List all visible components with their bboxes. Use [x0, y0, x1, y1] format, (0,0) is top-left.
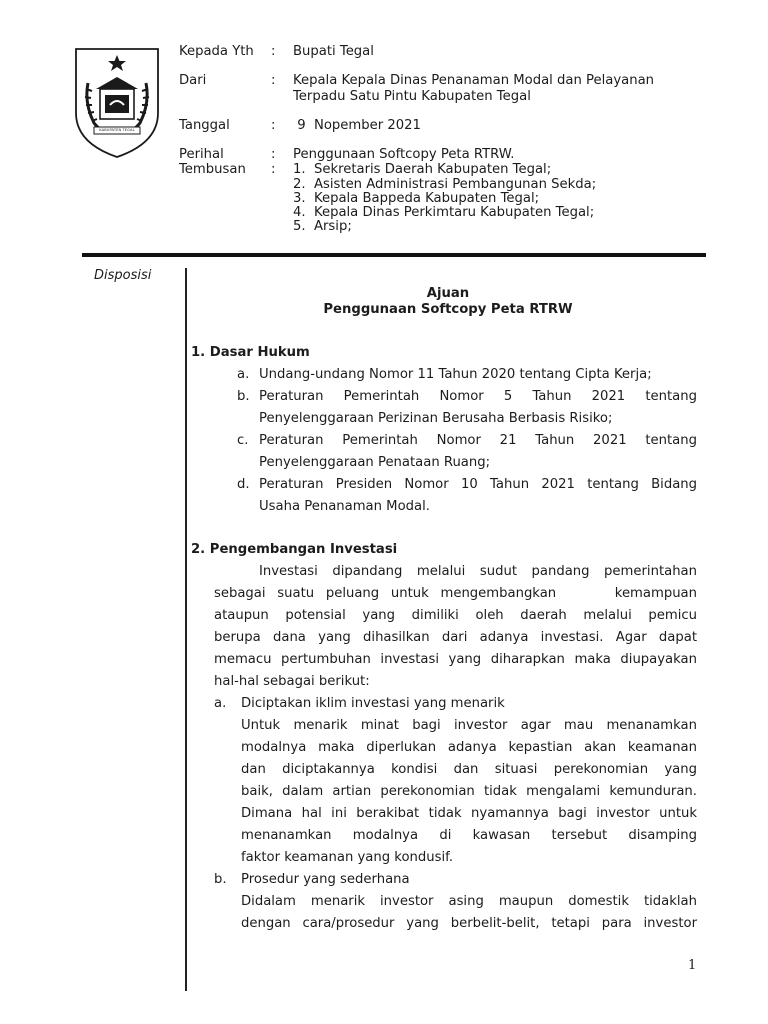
paragraph-line: dengan cara/prosedur yang berbelit-belit, tetapi para investor — [241, 916, 697, 931]
cc-item: 4. Kepala Dinas Perkimtaru Kabupaten Tegal; — [293, 205, 595, 220]
date-value: 9 Nopember 2021 — [293, 118, 421, 133]
paragraph-line: Investasi dipandang melalui sudut pandang pemerintahan — [259, 564, 697, 579]
date-colon: : — [271, 118, 276, 133]
regency-emblem-logo — [70, 43, 164, 161]
paragraph-line: dan diciptakannya kondisi dan situasi perekonomian yang — [241, 762, 697, 777]
paragraph-line: baik, dalam artian perekonomian tidak mengalami kemunduran. — [241, 784, 697, 799]
sub-item-title: Diciptakan iklim investasi yang menarik — [241, 696, 505, 711]
cc-item: 3. Kepala Bappeda Kabupaten Tegal; — [293, 191, 540, 206]
cc-item: 2. Asisten Administrasi Pembangunan Sekda; — [293, 177, 597, 192]
cc-item: 1. Sekretaris Daerah Kabupaten Tegal; — [293, 162, 552, 177]
list-item-text: Usaha Penanaman Modal. — [259, 499, 430, 514]
cc-item: 5. Arsip; — [293, 219, 352, 234]
paragraph-line: memacu pertumbuhan investasi yang diharapkan maka diupayakan — [214, 652, 697, 667]
page-number: 1 — [688, 958, 697, 973]
paragraph-line: Dimana hal ini berakibat tidak nyamannya bagi investor untuk — [241, 806, 697, 821]
list-item-text: Peraturan Pemerintah Nomor 5 Tahun 2021 tentang — [259, 389, 697, 404]
list-item-text: Undang-undang Nomor 11 Tahun 2020 tentang Cipta Kerja; — [259, 367, 652, 382]
paragraph-line: sebagai suatu peluang untuk mengembangkan kemampuan — [214, 586, 697, 601]
paragraph-line: Untuk menarik minat bagi investor agar mau menanamkan — [241, 718, 697, 733]
cc-label: Tembusan — [179, 162, 246, 177]
paragraph-line: Didalam menarik investor asing maupun domestik tidaklah — [241, 894, 697, 909]
recipient-label: Kepada Yth — [179, 44, 254, 59]
sub-item-letter: a. — [214, 696, 227, 711]
paragraph-line: hal-hal sebagai berikut: — [214, 674, 370, 689]
list-item-text: Peraturan Presiden Nomor 10 Tahun 2021 tentang Bidang — [259, 477, 697, 492]
logo-banner-text: KABUPATEN TEGAL — [99, 128, 135, 132]
sender-label: Dari — [179, 73, 207, 88]
cc-colon: : — [271, 162, 276, 177]
paragraph-line: menanamkan modalnya di kawasan tersebut disamping — [241, 828, 697, 843]
disposition-label: Disposisi — [94, 268, 152, 283]
sender-value: Kepala Kepala Dinas Penanaman Modal dan Pelayanan — [293, 73, 655, 88]
list-item-text: Penyelenggaraan Perizinan Berusaha Berbasis Risiko; — [259, 411, 613, 426]
recipient-colon: : — [271, 44, 276, 59]
subject-colon: : — [271, 147, 276, 162]
paragraph-line: modalnya maka diperlukan adanya kepastian akan keamanan — [241, 740, 697, 755]
sub-item-letter: b. — [214, 872, 227, 887]
sender-value-cont: Terpadu Satu Pintu Kabupaten Tegal — [293, 89, 531, 104]
list-item-letter: c. — [237, 433, 249, 448]
paragraph-line: faktor keamanan yang kondusif. — [241, 850, 454, 865]
subject-label: Perihal — [179, 147, 224, 162]
recipient-value: Bupati Tegal — [293, 44, 374, 59]
section-heading-investment: 2. Pengembangan Investasi — [191, 542, 398, 557]
sub-item-title: Prosedur yang sederhana — [241, 872, 410, 887]
list-item-letter: d. — [237, 477, 250, 492]
date-label: Tanggal — [179, 118, 230, 133]
list-item-text: Peraturan Pemerintah Nomor 21 Tahun 2021 tentang — [259, 433, 697, 448]
disposition-column-divider — [185, 268, 187, 991]
subject-value: Penggunaan Softcopy Peta RTRW. — [293, 147, 515, 162]
document-title-line1: Ajuan — [426, 286, 470, 301]
document-title-line2: Penggunaan Softcopy Peta RTRW — [323, 302, 573, 317]
list-item-letter: a. — [237, 367, 250, 382]
sender-colon: : — [271, 73, 276, 88]
paragraph-line: berupa dana yang dihasilkan dari adanya investasi. Agar dapat — [214, 630, 697, 645]
paragraph-line: ataupun potensial yang dimiliki oleh daerah melalui pemicu — [214, 608, 697, 623]
list-item-letter: b. — [237, 389, 250, 404]
header-divider — [82, 253, 706, 257]
list-item-text: Penyelenggaraan Penataan Ruang; — [259, 455, 491, 470]
section-heading-legal-basis: 1. Dasar Hukum — [191, 345, 310, 360]
